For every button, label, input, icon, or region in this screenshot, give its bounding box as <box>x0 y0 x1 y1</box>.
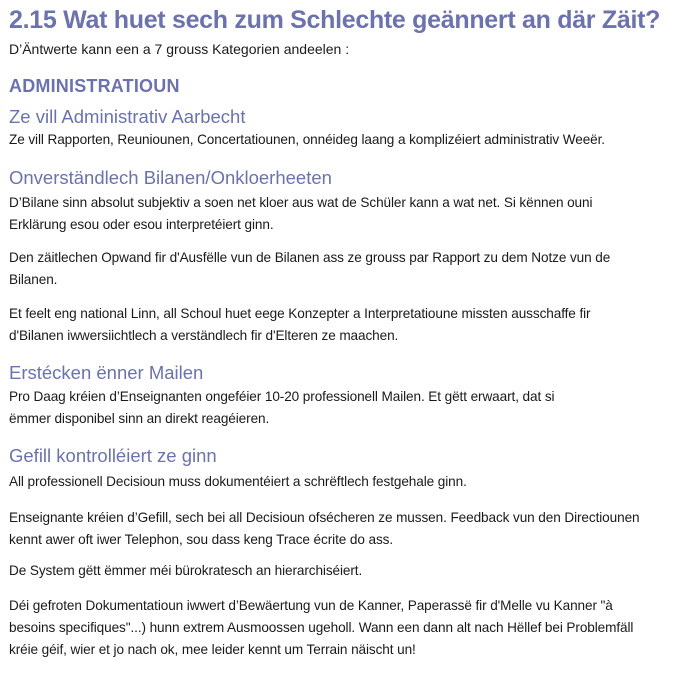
paragraph <box>9 595 689 661</box>
intro-text: D’Äntwerte kann een a 7 grouss Kategorien andeelen : <box>9 41 350 57</box>
paragraph <box>9 247 689 291</box>
paragraph-line: ëmmer disponibel sinn an direkt reagéieren. <box>9 411 270 426</box>
paragraph-line: De System gëtt ëmmer méi bürokratesch an hierarchiséiert. <box>9 563 363 578</box>
paragraph-line: All professionell Decisioun muss dokumentéiert a schrëftlech festgehale ginn. <box>9 474 467 489</box>
paragraph-line: kennt awer oft iwer Telephon, sou dass keng Trace écrite do ass. <box>9 532 394 547</box>
section-heading-feeling-controlled: Gefill kontrolléiert ze ginn <box>9 445 217 466</box>
paragraph-line: Déi gefroten Dokumentatioun iwwert d’Bewäertung vun de Kanner, Paperassë fir d'Melle vu Kanner "à <box>9 598 613 613</box>
paragraph <box>9 192 689 236</box>
paragraph-line: kréie géif, wier et jo nach ok, mee leider kennt um Terrain näischt un! <box>9 642 416 657</box>
paragraph <box>9 129 689 151</box>
page-title: 2.15 Wat huet sech zum Schlechte geännert an där Zäit? <box>9 6 661 34</box>
paragraph <box>9 507 689 551</box>
paragraph-line: Pro Daag kréien d’Enseignanten ongeféier 10-20 professionell Mailen. Et gëtt erwaart, dat si <box>9 389 555 404</box>
paragraph <box>9 560 689 582</box>
paragraph <box>9 303 689 347</box>
paragraph-line: Den zäitlechen Opwand fir d'Ausfëlle vun de Bilanen ass ze grouss par Rapport zu dem Notze vun de <box>9 250 611 265</box>
section-heading-unclear-reports: Onverständlech Bilanen/Onkloerheeten <box>9 167 332 188</box>
section-heading-email-overload: Erstécken ënner Mailen <box>9 362 204 383</box>
paragraph <box>9 386 689 430</box>
paragraph-line: besoins specifiques"...) hunn extrem Ausmoossen ugeholl. Wann een dann alt nach Hëllef bei Problemfäll <box>9 620 634 635</box>
paragraph-line: Bilanen. <box>9 272 58 287</box>
paragraph-line: D’Bilane sinn absolut subjektiv a soen net kloer aus wat de Schüler kann a wat net. Si kënnen ouni <box>9 195 593 210</box>
paragraph-line: d'Bilanen iwwersiichtlech a verständlech fir d'Elteren ze maachen. <box>9 328 399 343</box>
paragraph-line: Enseignante kréien d’Gefill, sech bei all Decisioun ofsécheren ze mussen. Feedback vun den Directiounen <box>9 510 640 525</box>
section-heading-administrative-work: Ze vill Administrativ Aarbecht <box>9 106 246 127</box>
category-heading: ADMINISTRATIOUN <box>9 76 180 96</box>
paragraph <box>9 471 689 493</box>
paragraph-line: Ze vill Rapporten, Reuniounen, Concertatiounen, onnéideg laang a komplizéiert administrativ Weeër. <box>9 132 605 147</box>
paragraph-line: Erklärung esou oder esou interpretéiert ginn. <box>9 217 274 232</box>
paragraph-line: Et feelt eng national Linn, all Schoul huet eege Konzepter a Interpretatioune missten ausschaffe fir <box>9 306 591 321</box>
